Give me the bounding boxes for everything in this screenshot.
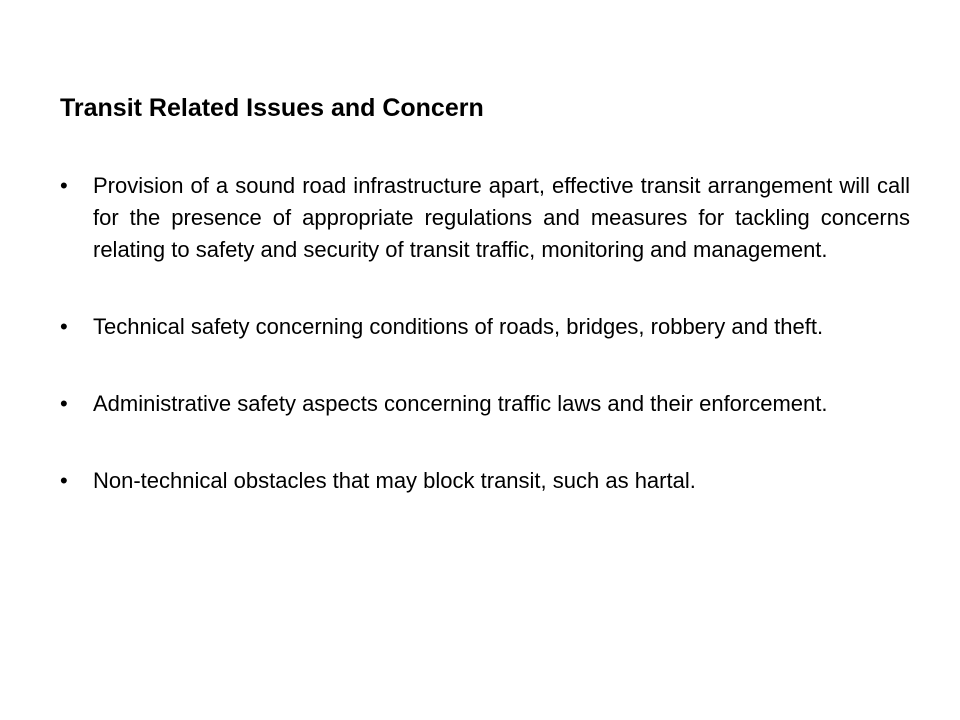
bullet-text: Technical safety concerning conditions of roads, bridges, robbery and theft. bbox=[93, 314, 824, 339]
bullet-point-icon: • bbox=[60, 314, 68, 339]
bullet-text: Provision of a sound road infrastructure apart, effective transit arrangement will call for the presence of appropriate regulations and measures for tackling concerns relating to safety and security of transit traffic, monitoring and management. bbox=[93, 173, 910, 262]
bullet-item bbox=[60, 388, 910, 420]
slide-title: Transit Related Issues and Concern bbox=[60, 94, 484, 122]
bullet-text: Administrative safety aspects concerning traffic laws and their enforcement. bbox=[93, 391, 828, 416]
bullet-item bbox=[60, 465, 910, 497]
bullet-point-icon: • bbox=[60, 173, 68, 198]
bullet-point-icon: • bbox=[60, 468, 68, 493]
bullet-point-icon: • bbox=[60, 391, 68, 416]
bullet-list bbox=[60, 170, 910, 497]
bullet-item bbox=[60, 311, 910, 343]
bullet-item bbox=[60, 170, 910, 266]
bullet-text: Non-technical obstacles that may block transit, such as hartal. bbox=[93, 468, 696, 493]
